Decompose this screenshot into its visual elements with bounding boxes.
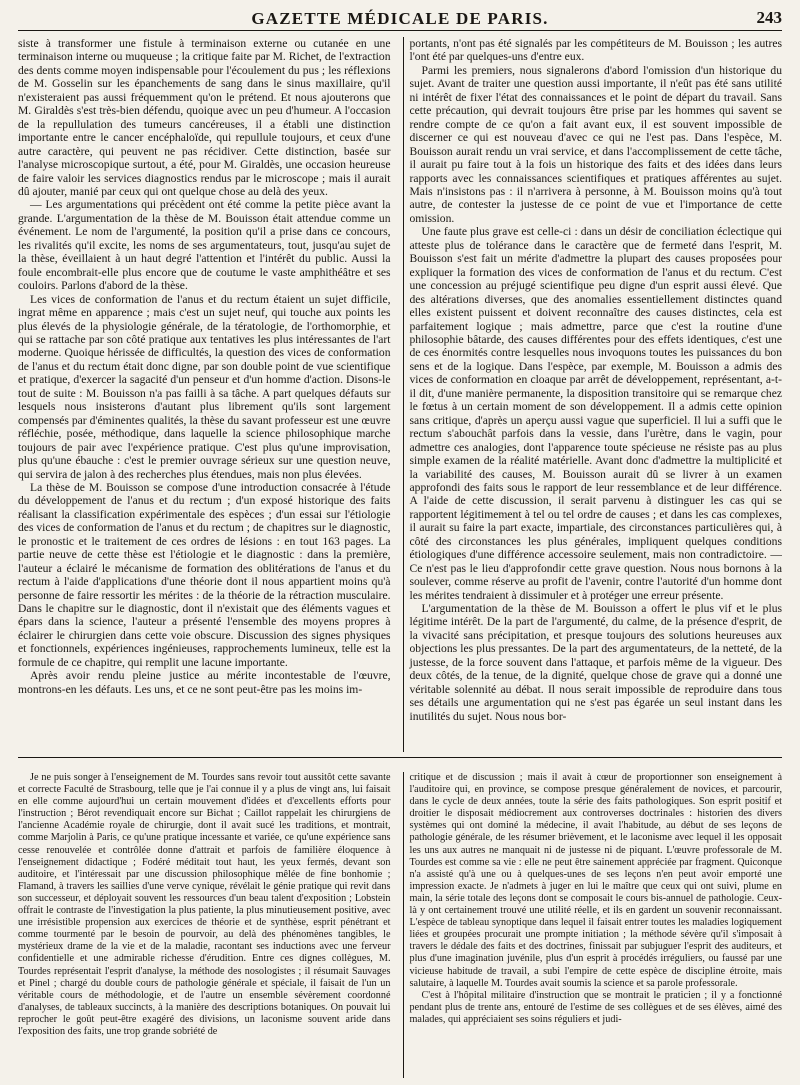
main-article-right-column	[403, 37, 783, 752]
feuilleton-left-column	[18, 772, 391, 1078]
feuilleton	[18, 772, 782, 1078]
page-number: 243	[756, 8, 782, 27]
paragraph: Je ne puis songer à l'enseignement de M. Tourdes sans revoir tout aussitôt cette savante et correcte Faculté de Strasbourg, telle que je l'ai connue il y a plus de vingt ans, lui faisait en elle comme aujourd'hui un certain mouvement d'idées et d'excellents efforts pour l'instruction ; Bérot revendiquait encore sur Bichat ; Caillot rappelait les chirurgiens de l'ancienne Académie royale de chirurgie, dont il avait sucé les traditions, et montrait, comme Marjolin à Paris, ce qu'une pratique incessante et variée, ce qu'une expérience sans cesse renouvelée et contrôlée donne d'attrait et parfois de familière éloquence à l'enseignement didactique ; Fodéré méditait tout haut, les yeux fermés, devant son auditoire, et l'intéressait par une discussion philosophique mêlée de fine bonhomie ; Flamand, à travers les saillies d'une verve cynique, révélait le génie pratique qui revit dans son successeur, et déployait souvent les ressources d'un beau talent d'exposition ; Lobstein offrait le contraste de l'investigation la plus patiente, la plus minutieusement positive, avec une irrésistible propension aux exercices de théorie et de synthèse, esprit pénétrant et comme tourmenté par le besoin de pourvoir, au delà des phénomènes tangibles, le mystérieux drame de la vie et de la maladie, racontant ses inductions avec une ferveur confidentielle et une admirable richesse d'érudition. Entre ces dignes collègues, M. Tourdes représentait l'esprit d'analyse, la méthode des nosologistes ; il résumait Sauvages et Pinel ; chargé du double cours de pathologie générale et spéciale, il faisait de l'un un véritable cours de méthodologie, et de l'autre un ensemble sévèrement coordonné d'analyses, de tableaux succincts, à la manière des descriptions botaniques. On pouvait lui reprocher le goût peut-être exagéré des divisions, un laconisme souvent aride dans l'exposition des faits, une trop grande sobriété de	[18, 772, 391, 1037]
main-article-left-column	[18, 37, 391, 752]
paragraph: La thèse de M. Bouisson se compose d'une introduction consacrée à l'étude du développement de l'anus et du rectum ; d'un exposé historique des faits réalisant la classification expérimentale des espèces ; d'un essai sur l'étiologie des vices de conformation de l'anus et du rectum ; de chapitres sur le diagnostic, le pronostic et le traitement de ces ordres de lésions : en tout 163 pages. La partie neuve de cette thèse est l'étiologie et le diagnostic : dans la première, l'auteur a éclairé le mécanisme de formation des oblitérations de l'anus et du rectum à l'aide d'applications d'une théorie dont il nous appartient moins qu'à personne de faire ressortir les mérites : de la théorie de la rétraction musculaire. Dans le chapitre sur le diagnostic, dont il n'existait que des éléments vagues et épars dans la science, l'auteur a présenté l'ensemble des moyens propres à éclairer le chirurgien dans cette voie obscure. Discussion des signes physiques et fonctionnels, expériences ingénieuses, rapprochements lumineux, telle est la formule de ce chapitre, qui remplit une lacune importante.	[18, 480, 391, 669]
paragraph: Les vices de conformation de l'anus et du rectum étaient un sujet difficile, ingrat même en apparence ; mais c'est un sujet neuf, qui touche aux points les plus élevés de la physiologie générale, de la tératologie, de l'orthomorphie, et qui se rattache par son côté pratique aux tentatives les plus intéressantes de l'art moderne. Quoique hérissée de difficultés, la question des vices de conformation de l'anus et du rectum était donc digne, par son double point de vue scientifique et pratique, d'exercer la sagacité d'un penseur et d'un homme d'action. Disons-le tout de suite : M. Bouisson n'a pas failli à sa tâche. A part quelques défauts sur lesquels nous insisterons d'autant plus librement qu'ils sont largement compensés par d'éminentes qualités, la thèse du savant professeur est une œuvre réfléchie, posée, méthodique, dans laquelle la science philosophique marche toujours de pair avec l'expérience pratique. C'est plus qu'une improvisation, plus qu'une ébauche : c'est le premier ouvrage sérieux sur une question neuve, qui servira de jalon à des recherches plus étendues, mais non plus élevées.	[18, 292, 391, 481]
paragraph: siste à transformer une fistule à terminaison externe ou cutanée en une terminaison interne ou muqueuse ; la critique faite par M. Richet, de l'extraction des dents comme moyen indispensable pour l'écoulement du pus ; les réflexions de M. Gosselin sur les épanchements de sang dans le sinus maxillaire, qu'il n'existeraient pas aussi fréquemment qu'on le prétend. Et nous ajouterons que M. Giraldès s'est très-bien défendu, quoique avec un peu d'humeur. A l'occasion de la repullulation des tumeurs cancéreuses, il a établi une distinction importante entre le cancer encéphaloïde, qui repullule toujours, et ceux d'une autre caractère, qui peuvent ne pas récidiver. Cette distinction, basée sur l'analyse microscopique surtout, a été, pour M. Giraldès, une occasion heureuse de faire valoir les services diagnostics rendus par le microscope ; mais il aurait dû ajouter, manié par ceux qui ont quelque chose au delà des yeux.	[18, 37, 391, 198]
paragraph: critique et de discussion ; mais il avait à cœur de proportionner son enseignement à l'auditoire qui, en province, se compose presque généralement de novices, et parcourir, dans le cycle de deux années, toute la série des faits pathologiques. Son esprit positif et droitier le disposait médiocrement aux controverses doctrinales : historien des divers systèmes qui ont dominé la médecine, il avait l'habitude, au début de ses leçons de pathologie générale, de les résumer brièvement, et le laconisme avec lequel il les opposait les uns aux autres ne manquait ni de justesse ni de piquant. L'œuvre professorale de M. Tourdes est comme sa vie : elle ne peut être sainement appréciée par fragment. Quiconque n'a assisté qu'à une ou à quelques-unes de ses leçons n'en peut avoir emporté une impression exacte. Je n'admets à juger en lui le maître que ceux qui ont suivi, plume en main, la série totale des leçons dont se composait le cours bis-annuel de pathologie. Ceux-là y ont certainement trouvé une utilité réelle, et ils en gardent un souvenir reconnaissant. L'espèce de tableau synoptique dans lequel il faisait entrer toutes les maladies logiquement liées et groupées procurait une prompte initiation ; la méthode sévère qu'il s'imposait à travers le dédale des faits et des doctrines, finissait par subjuguer l'esprit des auditeurs, et plus d'une imagination juvénile, plus d'un esprit à procédés irréguliers, ou faussé par une vicieuse habitude de travail, a subi l'empire de cette espèce de discipline étroite, mais salutaire, à laquelle M. Tourdes avait soumis la science et sa parole professorale.	[409, 772, 782, 989]
paragraph: Parmi les premiers, nous signalerons d'abord l'omission d'un historique du sujet. Avant de traiter une question aussi importante, il n'eût pas été sans utilité ni intérêt de fixer l'état des connaissances et le point de départ du travail. Sans cette précaution, qui devrait toujours être prise par les hommes qui savent se rendre compte de ce qu'on a fait avant eux, il est souvent impossible de discerner ce qui est nouveau d'avec ce qui ne l'est pas. Dans l'espèce, M. Bouisson aurait rendu un vrai service, et dans l'accomplissement de cette tâche, il aurait pu faire tout à la fois un historique des faits et des idées dans leurs rapports avec les connaissances scientifiques et pratiques afférentes au sujet. Mais n'insistons pas : il n'arrivera à personne, à M. Bouisson moins qu'à tout autre, de contester la justesse de ce point de vue et l'importance de cette omission.	[409, 63, 782, 225]
paragraph: — Les argumentations qui précèdent ont été comme la petite pièce avant la grande. L'argumentation de la thèse de M. Bouisson était attendue comme un événement. Le nom de l'argumenté, la position qu'il a prise dans ce concours, les rivalités qu'il excite, les noms de ses argumentateurs, tout, jusqu'au sujet de la thèse, éveillaient à un haut degré l'attention et l'intérêt du public. Aussi la foule encombrait-elle plus encore que de coutume le vaste amphithéâtre et ses couloirs. Parlons d'abord de la thèse.	[18, 198, 391, 293]
feuilleton-separator	[18, 757, 782, 758]
paragraph: L'argumentation de la thèse de M. Bouisson a offert le plus vif et le plus légitime intérêt. De la part de l'argumenté, du calme, de la présence d'esprit, de la vivacité sans précipitation, et presque toujours des solutions heureuses aux objections les plus pressantes. De la part des argumentateurs, de la netteté, de la justesse, de la force souvent dans l'attaque, et parfois même de la vigueur. Des deux côtés, de la tenue, de la dignité, quelque chose de grave qui a donné une véritable solennité au débat. Il nous serait impossible de reproduire dans tous ses détails une argumentation qui ne s'est pas égarée un seul instant dans les inutilités du sujet. Nous nous bor-	[409, 602, 782, 723]
paragraph: Une faute plus grave est celle-ci : dans un désir de conciliation éclectique qui atteste plus de tolérance dans le caractère que de fermeté dans l'esprit, M. Bouisson s'est fait un mérite d'admettre la plupart des causes proposées pour expliquer la formation des vices de conformation de l'anus et du rectum. C'est une concession au préjugé scientifique peu digne d'un esprit aussi élevé. Que des altérations diverses, que des anomalies essentiellement distinctes quand elles existent puissent et doivent reconnaître des causes distinctes, cela est parfaitement logique ; mais admettre, parce que c'est la routine d'une philosophie bâtarde, des causes différentes pour des effets identiques, c'est une de ces énormités contre lesquelles nous invoquons toutes les puissances du bon sens et de la logique. Dans l'espèce, par exemple, M. Bouisson a admis des vices de conformation en cloaque par arrêt de développement, représentant, a-t-il dit, d'une manière permanente, la disposition transitoire qui se remarque chez le fœtus à un certain moment de son développement. Il a admis cette opinion sans critique, d'après un aperçu aussi vague que superficiel. Il lui a suffi que le rectum s'abouchât parfois dans la vessie, dans l'urètre, dans le vagin, pour admettre ces analogies, dont l'apparence toute spécieuse ne résiste pas au plus simple examen de la réalité matérielle. Avant donc d'admettre la multiplicité et la variabilité des causes, M. Bouisson aurait dû se livrer à un examen approfondi des faits sous le rapport de leur ressemblance et de leur différence. A l'aide de cette discussion, il serait parvenu à distinguer les cas qui se rapportent légitimement à tel ou tel ordre de causes ; et dans les cas complexes, il aurait su faire la part exacte, impartiale, des circonstances particulières qui, à côté des circonstances les plus générales, impliquent quelques conditions étiologiques d'une différence accessoire seulement, mais non contradictoire. — Ce n'est pas le lieu d'approfondir cette grave question. Nous nous bornons à la soulever, comme réserve au profit de l'avenir, contre l'autorité d'un homme dont les mérites tendraient à dissimuler et à protéger une erreur présente.	[409, 225, 782, 602]
journal-title: GAZETTE MÉDICALE DE PARIS.	[251, 9, 549, 28]
paragraph: C'est à l'hôpital militaire d'instruction que se montrait le praticien ; il y a fonctionné pendant plus de trente ans, entouré de l'estime de ses collègues et de ses élèves, aimé des malades, qui appréciaient ses soins réguliers et judi-	[409, 989, 782, 1025]
paragraph: Après avoir rendu pleine justice au mérite incontestable de l'œuvre, montrons-en les défauts. Les uns, et ce ne sont peut-être pas les moins im-	[18, 669, 391, 696]
page-header	[18, 8, 782, 31]
paragraph: portants, n'ont pas été signalés par les compétiteurs de M. Bouisson ; les autres l'ont été par quelques-uns d'entre eux.	[409, 37, 782, 64]
main-article	[18, 37, 782, 752]
feuilleton-right-column	[403, 772, 783, 1078]
